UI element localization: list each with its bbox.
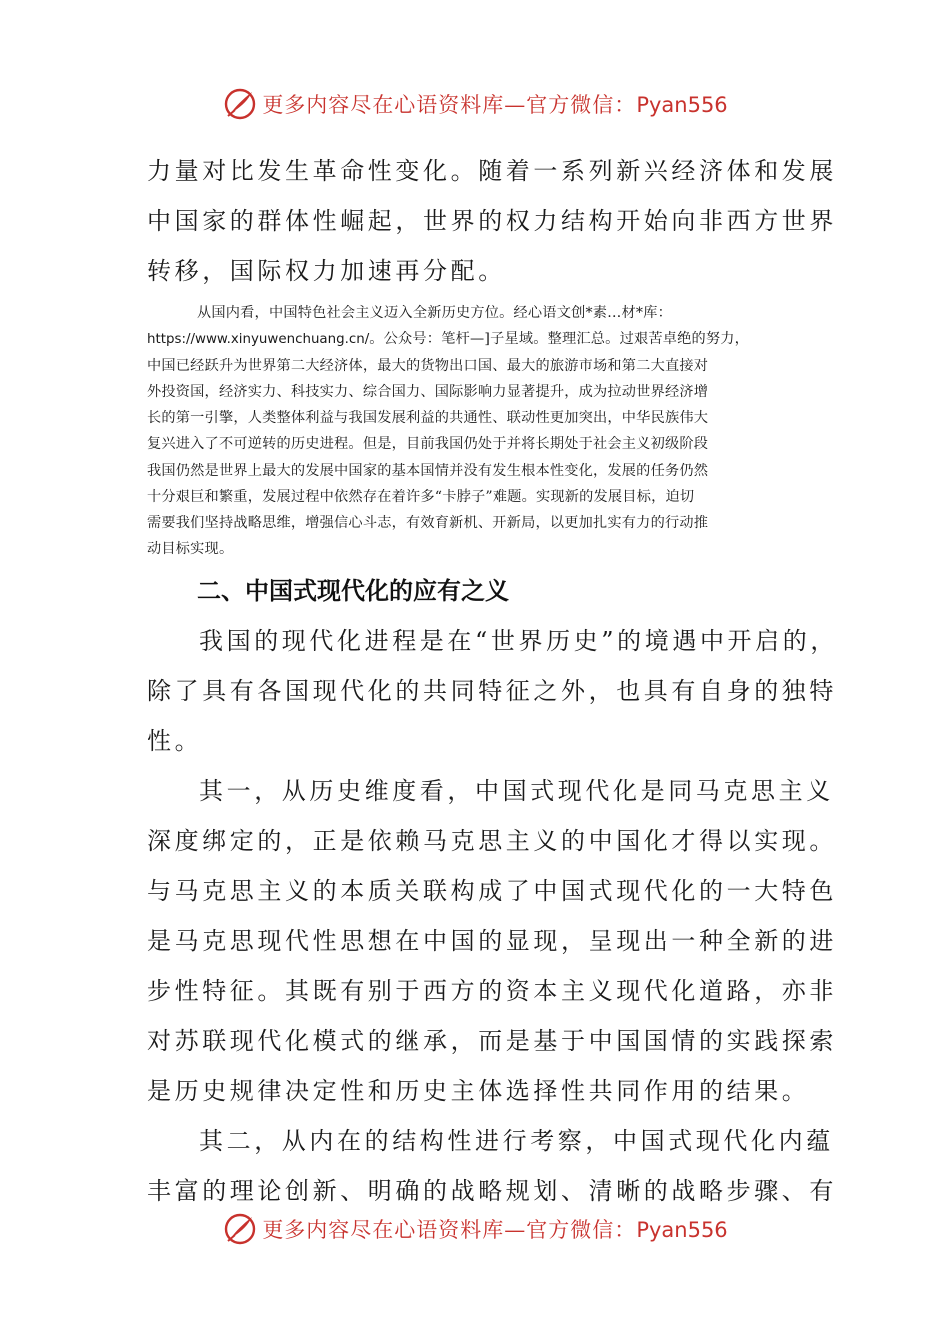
text-line: 从国内看，中国特色社会主义迈入全新历史方位。经心语文创*素…材*库： — [197, 305, 672, 321]
section-heading: 二、中国式现代化的应有之义 — [197, 576, 509, 605]
text-line: 深度绑定的，正是依赖马克思主义的中国化才得以实现。 — [147, 826, 837, 855]
text-line: 与马克思主义的本质关联构成了中国式现代化的一大特色 — [147, 876, 837, 905]
paragraph-historical-dimension — [147, 766, 837, 1116]
text-line: 长的第一引擎，人类整体利益与我国发展利益的共通性、联动性更加突出，中华民族伟大 — [147, 410, 709, 427]
quill-logo-icon — [222, 86, 258, 122]
watermark-text: 更多内容尽在心语资料库—官方微信：Pyan556 — [262, 93, 728, 117]
text-line: 是历史规律决定性和历史主体选择性共同作用的结果。 — [147, 1076, 810, 1105]
paragraph-intro-continued — [147, 146, 837, 296]
text-line: 转移，国际权力加速再分配。 — [147, 257, 506, 285]
text-line: 需要我们坚持战略思维，增强信心斗志，有效育新机、开新局，以更加扎实有力的行动推 — [147, 514, 709, 531]
paragraph-structural-dimension — [147, 1116, 837, 1216]
text-line: 我国的现代化进程是在“世界历史”的境遇中开启的， — [199, 626, 838, 655]
text-line: 中国已经跃升为世界第二大经济体，最大的货物出口国、最大的旅游市场和第二大直接对 — [147, 358, 709, 375]
footer-watermark — [0, 1209, 950, 1249]
quill-logo-icon — [222, 1211, 258, 1247]
text-line: 除了具有各国现代化的共同特征之外，也具有自身的独特 — [147, 676, 837, 705]
text-line: 步性特征。其既有别于西方的资本主义现代化道路，亦非 — [147, 976, 837, 1005]
header-watermark — [0, 84, 950, 124]
text-line: 我国仍然是世界上最大的发展中国家的基本国情并没有发生根本性变化，发展的任务仍然 — [147, 462, 709, 479]
text-line: 动目标实现。 — [147, 540, 234, 557]
document-body — [147, 146, 838, 1216]
watermark-text: 更多内容尽在心语资料库—官方微信：Pyan556 — [262, 1218, 728, 1242]
text-line: https://www.xinyuwenchuang.cn/。公众号：笔杆—]子星域。整理汇总。过艰苦卓绝的努力， — [147, 331, 750, 348]
text-line: 复兴进入了不可逆转的历史进程。但是，目前我国仍处于并将长期处于社会主义初级阶段 — [147, 436, 709, 453]
text-line: 力量对比发生革命性变化。随着一系列新兴经济体和发展 — [147, 157, 837, 185]
text-line: 丰富的理论创新、明确的战略规划、清晰的战略步骤、有 — [147, 1176, 837, 1205]
text-line: 对苏联现代化模式的继承，而是基于中国国情的实践探索 — [147, 1026, 837, 1055]
paragraph-domestic — [147, 300, 807, 562]
text-line: 中国家的群体性崛起，世界的权力结构开始向非西方世界 — [147, 207, 837, 235]
text-line: 性。 — [147, 726, 203, 755]
text-line: 其二，从内在的结构性进行考察，中国式现代化内蕴 — [199, 1126, 834, 1155]
source-url: https://www.xinyuwenchuang.cn/ — [147, 332, 370, 348]
paragraph-characteristics — [147, 616, 838, 766]
text-line: 其一，从历史维度看，中国式现代化是同马克思主义 — [199, 776, 834, 805]
text-line: 外投资国，经济实力、科技实力、综合国力、国际影响力显著提升，成为拉动世界经济增 — [147, 384, 709, 401]
text-line: 十分艰巨和繁重，发展过程中依然存在着许多“卡脖子”难题。实现新的发展目标，迫切 — [147, 488, 695, 505]
text-line: 是马克思现代性思想在中国的显现，呈现出一种全新的进 — [147, 926, 837, 955]
